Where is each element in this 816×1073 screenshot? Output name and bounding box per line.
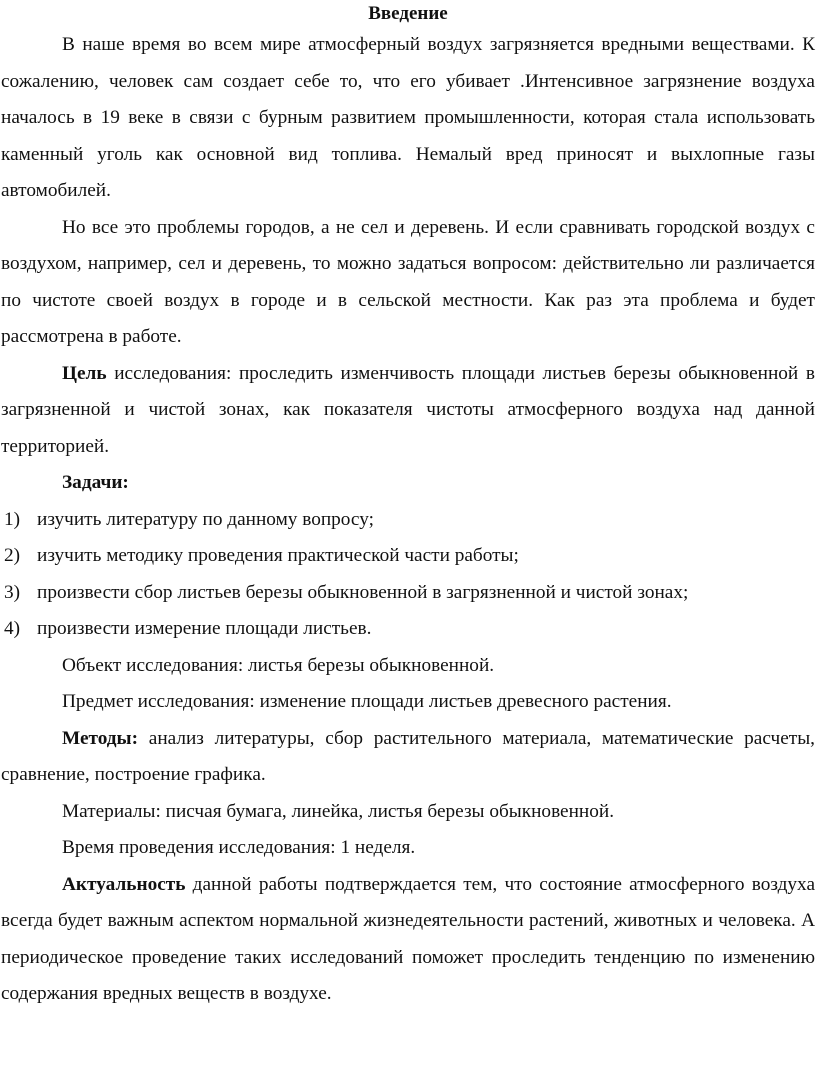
methods-text: анализ литературы, сбор растительного материала, математические расчеты, сравнение, построение графика. [1,727,815,785]
list-item-number: 3) [4,581,21,603]
subject-line: Предмет исследования: изменение площади листьев древесного растения. [62,691,672,712]
list-item-text: изучить методику проведения практической части работы; [37,545,519,566]
materials-line: Материалы: писчая бумага, линейка, листья березы обыкновенной. [62,800,615,822]
relevance-text: данной работы подтверждается тем, что состояние атмосферного воздуха всегда будет важным аспектом нормальной жизнедеятельности растений, животных и человека. А периодическое проведение таких исследований поможет проследить тенденцию по изменению содержания вредных веществ в воздухе. [1,873,815,1004]
list-item-number: 4) [4,618,21,639]
object-line: Объект исследования: листья березы обыкновенной. [62,654,495,676]
list-item [1,538,815,575]
relevance-label: Актуальность [62,873,186,895]
goal-text: исследования: проследить изменчивость площади листьев березы обыкновенной в загрязненной и чистой зонах, как показателя чистоты атмосферного воздуха над данной территорией. [1,362,815,457]
methods-label: Методы: [62,727,139,749]
relevance-paragraph [1,867,815,1013]
intro-paragraph-1: В наше время во всем мире атмосферный воздух загрязняется вредными веществами. К сожалению, человек сам создает себе то, что его убивает .Интенсивное загрязнение воздуха началось в 19 веке в связи с бурным развитием промышленности, которая стала использовать каменный уголь как основной вид топлива. Немалый вред приносят и выхлопные газы автомобилей. [1,34,815,201]
duration-line: Время проведения исследования: 1 неделя. [62,837,416,858]
list-item [1,502,815,539]
list-item-text: произвести измерение площади листьев. [37,618,372,639]
list-item [1,611,815,648]
list-item [1,575,815,612]
list-item-number: 1) [4,508,21,530]
list-item-text: произвести сбор листьев березы обыкновенной в загрязненной и чистой зонах; [37,581,689,603]
goal-label: Цель [62,362,107,384]
methods-paragraph [1,721,815,794]
intro-paragraph-2: Но все это проблемы городов, а не сел и деревень. И если сравнивать городской воздух с воздухом, например, сел и деревень, то можно задаться вопросом: действительно ли различается по чистоте своей воздух в городе и в сельской местности. Как раз эта проблема и будет рассмотрена в работе. [1,216,815,347]
tasks-list [1,502,815,648]
goal-paragraph [1,356,815,466]
list-item-number: 2) [4,545,21,566]
tasks-heading: Задачи: [62,472,129,493]
page-title: Введение [368,3,448,24]
list-item-text: изучить литературу по данному вопросу; [37,508,374,530]
